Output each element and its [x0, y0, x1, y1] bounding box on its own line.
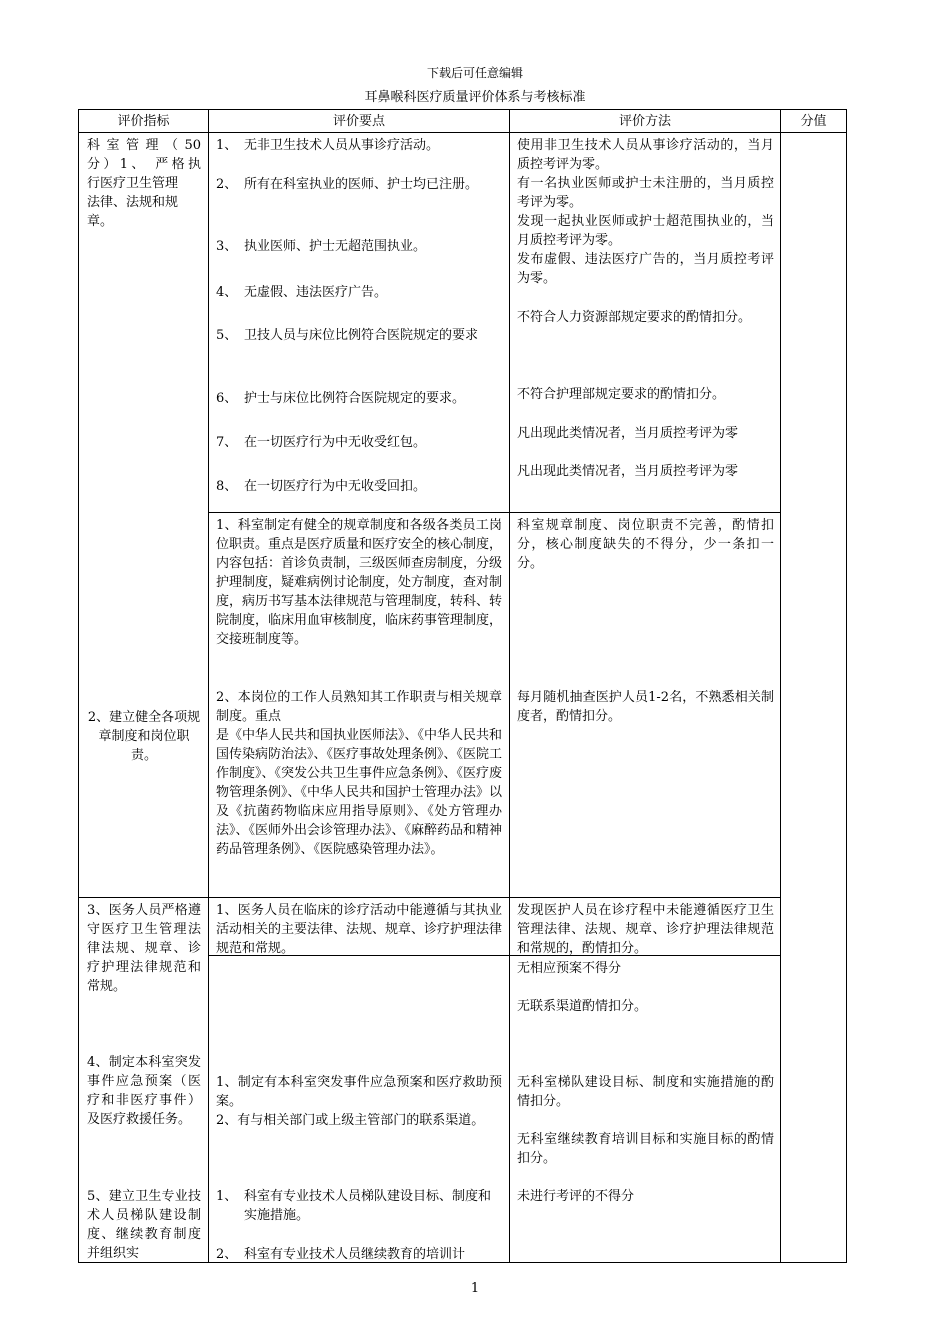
point-number: 4、: [216, 285, 238, 300]
point-item: [216, 1187, 502, 1225]
point-text: 科室有专业技术人员继续教育的培训计: [244, 1247, 466, 1262]
point-text: 护士与床位比例符合医院规定的要求。: [244, 391, 466, 406]
section3-method: 发现医护人员在诊疗程中未能遵循医疗卫生管理法律、法规、规章、诊疗护理法律规范和常规的，酌情扣分。: [517, 903, 774, 956]
section5-method: 无科室梯队建设目标、制度和实施措施的酌情扣分。: [517, 1075, 774, 1109]
indicator-line: 科室管理（50: [87, 138, 201, 153]
table-border-top: [78, 109, 847, 110]
document-title: 耳鼻喉科医疗质量评价体系与考核标准: [364, 90, 586, 105]
point-text: 无虚假、违法医疗广告。: [244, 285, 388, 300]
section4-indicator: 4、制定本科室突发事件应急预案（医疗和非医疗事件）及医疗救援任务。: [87, 1055, 201, 1127]
column-divider: [780, 109, 781, 1263]
point-item: [216, 136, 502, 155]
point-lead: 2、本岗位的工作人员熟知其工作职责与相关规章制度。重点: [216, 690, 502, 724]
section2-point-1: 1、科室制定有健全的规章制度和各级各类员工岗位职责。重点是医疗质量和医疗安全的核心制度，内容包括：首诊负责制，三级医师查房制度，分级护理制度，疑难病例讨论制度，处方制度，查对制度，病历书写基本法律规范与管理制度，转科、转院制度，临床用血审核制度，临床药事管理制度，交接班制度等。: [216, 518, 503, 647]
section4-method: 无联系渠道酌情扣分。: [517, 999, 648, 1014]
indicator-line: 章。: [87, 214, 114, 229]
method-text: 凡出现此类情况者，当月质控考评为零: [517, 464, 739, 479]
section4-point: 1、制定有本科室突发事件应急预案和医疗救助预案。: [216, 1075, 502, 1109]
section3-indicator: 3、医务人员严格遵守医疗卫生管理法律法规、规章、诊疗护理法律规范和常规。: [87, 903, 201, 994]
point-item: [216, 389, 502, 408]
point-item: [216, 326, 502, 345]
point-body: 是《中华人民共和国执业医师法》、《中华人民共和国传染病防治法》、《医疗事故处理条例》、《医院工作制度》、《突发公共卫生事件应急条例》、《医疗废物管理条例》、《中华人民共和国护士管理办法》以及《抗菌药物临床应用指导原则》、《处方管理办法》、《医师外出会诊管理办法》、《麻醉药品和精神药品管理条例》、《医院感染管理办法》。: [216, 728, 503, 857]
point-text: 科室有专业技术人员梯队建设目标、制度和实施措施。: [244, 1189, 492, 1223]
point-text: 所有在科室执业的医师、护士均已注册。: [244, 177, 479, 192]
section4-method: 无相应预案不得分: [517, 961, 622, 976]
method-text: 不符合人力资源部规定要求的酌情扣分。: [517, 310, 752, 325]
row-divider: [78, 897, 780, 898]
page-number: 1: [470, 1281, 480, 1296]
column-header-points: 评价要点: [332, 114, 385, 129]
method-text: 凡出现此类情况者，当月质控考评为零: [517, 426, 739, 441]
point-item: [216, 237, 502, 256]
point-number: 8、: [216, 479, 238, 494]
section5-indicator: 5、建立卫生专业技术人员梯队建设制度、继续教育制度并组织实: [87, 1189, 201, 1261]
page-header: 下载后可任意编辑: [426, 66, 523, 80]
section2-indicator: 2、建立健全各项规章制度和岗位职责。: [87, 710, 201, 763]
method-text: 使用非卫生技术人员从事诊疗活动的，当月质控考评为零。: [517, 138, 774, 172]
row-divider: [208, 512, 780, 513]
indicator-line: 分）1、 严格执: [87, 157, 201, 172]
point-item: [216, 1245, 502, 1264]
point-text: 卫技人员与床位比例符合医院规定的要求: [244, 328, 479, 343]
section5-method: 无科室继续教育培训目标和实施目标的酌情扣分。: [517, 1132, 774, 1166]
point-number: 2、: [216, 1247, 238, 1262]
point-text: 无非卫生技术人员从事诊疗活动。: [244, 138, 440, 153]
section3-point: 1、医务人员在临床的诊疗活动中能遵循与其执业活动相关的主要法律、法规、规章、诊疗护理法律规范和常规。: [216, 903, 503, 956]
point-text: 在一切医疗行为中无收受回扣。: [244, 479, 427, 494]
point-number: 6、: [216, 391, 238, 406]
table-header-divider: [78, 132, 847, 133]
section5-method: 未进行考评的不得分: [517, 1189, 635, 1204]
point-text: 执业医师、护士无超范围执业。: [244, 239, 427, 254]
point-item: [216, 175, 502, 194]
point-number: 2、: [216, 177, 238, 192]
method-text: 不符合护理部规定要求的酌情扣分。: [517, 387, 726, 402]
indicator-line: 行医疗卫生管理: [87, 176, 179, 191]
column-header-indicator: 评价指标: [117, 114, 170, 129]
column-header-method: 评价方法: [618, 114, 671, 129]
point-number: 7、: [216, 435, 238, 450]
column-divider: [208, 109, 209, 1263]
column-divider: [509, 109, 510, 1263]
section2-method-2: 每月随机抽查医护人员1-2名，不熟悉相关制度者，酌情扣分。: [517, 690, 774, 724]
point-number: 3、: [216, 239, 238, 254]
point-number: 1、: [216, 1189, 238, 1204]
section2-point-2: [216, 688, 502, 859]
section4-point: 2、有与相关部门或上级主管部门的联系渠道。: [216, 1113, 485, 1128]
method-text: 有一名执业医师或护士未注册的，当月质控考评为零。: [517, 176, 774, 210]
point-number: 1、: [216, 138, 238, 153]
point-item: [216, 477, 502, 496]
column-divider: [78, 109, 79, 1263]
column-divider: [846, 109, 847, 1263]
indicator-line: 法律、法规和规: [87, 195, 179, 210]
point-item: [216, 433, 502, 452]
method-text: 发现一起执业医师或护士超范围执业的，当月质控考评为零。: [517, 214, 774, 248]
point-number: 5、: [216, 328, 238, 343]
point-item: [216, 283, 502, 302]
method-text: 发布虚假、违法医疗广告的，当月质控考评为零。: [517, 252, 774, 286]
section2-method-1: 科室规章制度、岗位职责不完善，酌情扣分，核心制度缺失的不得分，少一条扣一分。: [517, 518, 774, 571]
column-header-score: 分值: [800, 114, 827, 129]
point-text: 在一切医疗行为中无收受红包。: [244, 435, 427, 450]
